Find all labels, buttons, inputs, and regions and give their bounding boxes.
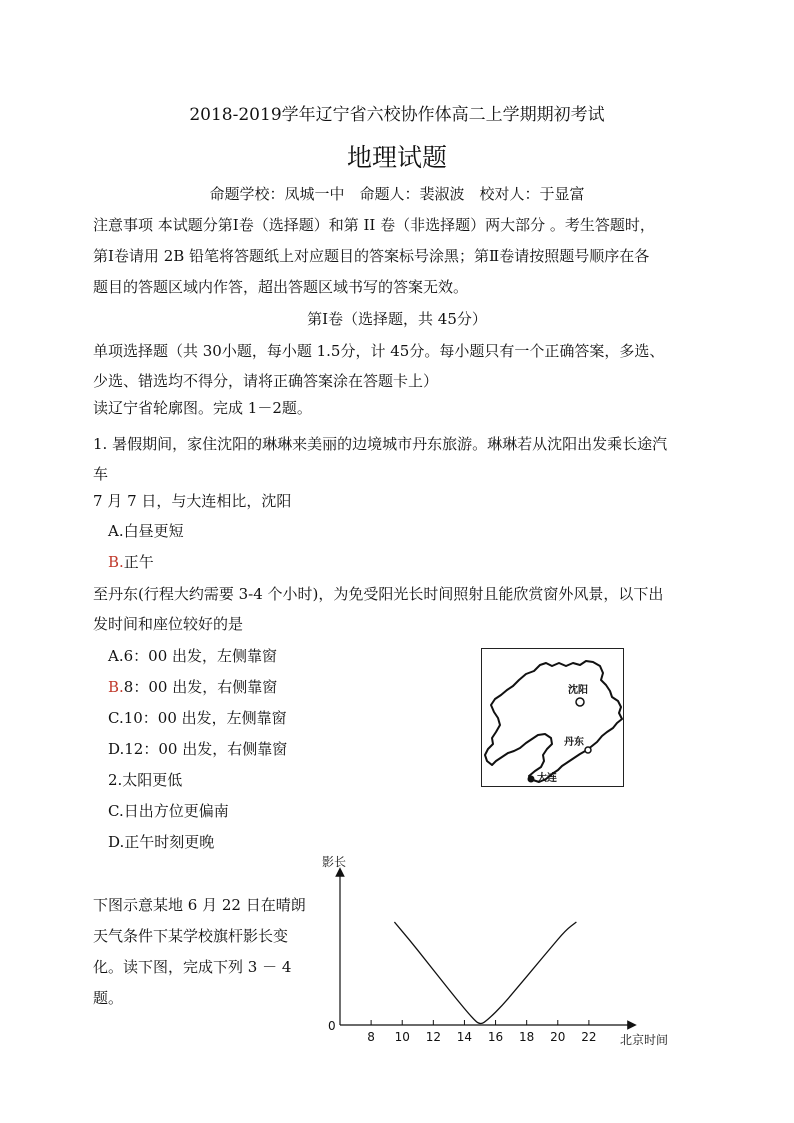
x-tick-label: 12 [425, 1030, 441, 1044]
dalian-label: 大连 [537, 773, 557, 784]
origin-label: 0 [328, 1019, 336, 1033]
question-1-line-3: 7 月 7 日，与大连相比，沈阳 [93, 492, 292, 510]
x-axis-label: 北京时间 [620, 1033, 669, 1047]
option-1b-text: 正午 [123, 553, 154, 571]
option-2b-letter: B. [108, 678, 124, 696]
instruction-line-2: 少选、错选均不得分，请将正确答案涂在答题卡上） [93, 372, 439, 390]
read-map-instruction: 读辽宁省轮廓图。完成 1－2题。 [93, 399, 312, 417]
option-1a: A.白昼更短 [108, 522, 184, 540]
section-1-title: 第Ⅰ卷（选择题，共 45分） [307, 310, 487, 328]
y-axis-label: 影长 [322, 855, 347, 869]
x-tick-label: 22 [581, 1030, 597, 1044]
x-tick-label: 8 [367, 1030, 375, 1044]
option-1b-letter: B. [108, 553, 124, 571]
x-tick-label: 20 [550, 1030, 566, 1044]
instruction-line-1: 单项选择题（共 30小题，每小题 1.5分，计 45分。每小题只有一个正确答案，多选、 [93, 342, 665, 360]
shadow-length-curve [394, 922, 576, 1023]
shenyang-marker [576, 698, 584, 706]
option-3d: D.正午时刻更晚 [108, 833, 215, 851]
liaoning-province-outline [485, 661, 622, 782]
question-2-line-2: 发时间和座位较好的是 [93, 615, 244, 633]
credits-line: 命题学校：凤城一中 命题人：裴淑波 校对人：于显富 [209, 185, 585, 203]
x-tick-label: 18 [519, 1030, 535, 1044]
question-1-line-1: 1. 暑假期间，家住沈阳的琳琳来美丽的边境城市丹东旅游。琳琳若从沈阳出发乘长途汽 [93, 435, 668, 453]
option-2c: C.10：00 出发，左侧靠窗 [108, 709, 287, 727]
question-3-line-2: 天气条件下某学校旗杆影长变 [93, 927, 289, 945]
option-2a: A.6：00 出发，左侧靠窗 [108, 647, 277, 665]
option-1b [108, 552, 154, 572]
dalian-marker [528, 776, 534, 782]
liaoning-outline-svg [482, 649, 623, 786]
question-1-line-2: 车 [93, 465, 109, 483]
x-tick-label: 16 [487, 1030, 504, 1044]
question-3-line-4: 题。 [93, 989, 124, 1007]
x-tick-label: 10 [394, 1030, 410, 1044]
notice-line-1: 注意事项 本试题分第Ⅰ卷（选择题）和第 II 卷（非选择题）两大部分 。考生答题时， [93, 216, 655, 234]
notice-line-3: 题目的答题区域内作答，超出答题区域书写的答案无效。 [93, 278, 469, 296]
option-2d: D.12：00 出发，右侧靠窗 [108, 740, 288, 758]
dandong-label: 丹东 [564, 737, 584, 748]
exam-title: 2018-2019学年辽宁省六校协作体高二上学期期初考试 [189, 105, 605, 125]
shenyang-label: 沈阳 [568, 685, 588, 696]
shadow-length-chart-svg [310, 850, 690, 1050]
x-tick-label: 14 [456, 1030, 473, 1044]
option-2b-text: 8：00 出发，右侧靠窗 [123, 678, 278, 696]
dandong-marker [585, 747, 591, 753]
liaoning-outline-map [481, 648, 624, 787]
question-3-line-1: 下图示意某地 6 月 22 日在晴朗 [93, 896, 306, 914]
notice-line-2: 第Ⅰ卷请用 2B 铅笔将答题纸上对应题目的答案标号涂黑；第Ⅱ卷请按照题号顺序在各 [93, 247, 650, 265]
option-3c: C.日出方位更偏南 [108, 802, 229, 820]
question-2-line-1: 至丹东(行程大约需要 3-4 个小时)，为免受阳光长时间照射且能欣赏窗外风景，以下出 [93, 585, 664, 603]
question-3-line-3: 化。读下图，完成下列 3 － 4 [93, 958, 292, 976]
subject-title: 地理试题 [346, 143, 447, 172]
shadow-length-chart [310, 850, 690, 1050]
option-3-stem: 2.太阳更低 [108, 771, 183, 789]
option-2b [108, 677, 277, 697]
